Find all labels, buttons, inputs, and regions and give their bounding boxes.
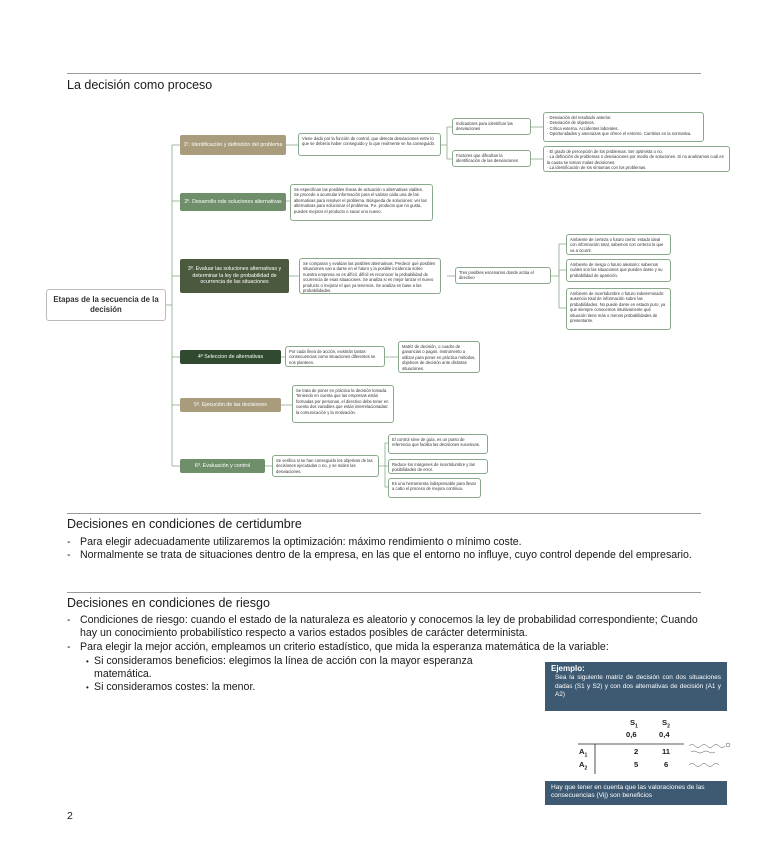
stage-6-reduce: Reduce los márgenes de incertidumbre y las posibilidades de error. bbox=[388, 459, 488, 474]
certainty-item-1-text: Para elegir adecuadamente utilizaremos la optimización: máximo rendimiento o mínimo coste. bbox=[80, 536, 522, 548]
stage-5-label: 5º. Ejecución de las decisiones bbox=[180, 398, 281, 412]
cell-a2-s2: 6 bbox=[664, 760, 669, 769]
risk-item-2 bbox=[67, 641, 707, 654]
stage-2-label: 2º. Desarrollo nde soluciones alternativas bbox=[180, 193, 286, 211]
row-a2-sub: 2 bbox=[584, 765, 588, 772]
col-s1-sub: 1 bbox=[635, 723, 638, 730]
certainty-item-1 bbox=[67, 536, 707, 549]
col-s2-sub: 2 bbox=[667, 723, 670, 730]
risk-item-2-text: Para elegir la mejor acción, empleamos un criterio estadístico, que mida la esperanza matemática de la variable: bbox=[80, 641, 609, 653]
col-s2-header bbox=[662, 718, 670, 730]
risk-item-1-text: Condiciones de riesgo: cuando el estado de la naturaleza es aleatorio y conocemos la ley de probabilidad correspondiente; Cuando hay un conocimiento probabilístico respecto a varios estados posibles de carácter determinista. bbox=[80, 614, 698, 640]
stage-3-scenarios-label: Tres posibles escenarios donde actúa el directivo bbox=[455, 267, 551, 284]
bullet-marker: • bbox=[86, 683, 89, 692]
stage-6-guide: El control sirve de guía, es un punto de referencia que facilita las decisiones sucesivas. bbox=[388, 434, 488, 454]
example-heading: Ejemplo: bbox=[551, 664, 585, 673]
stage-1-indicators-list: · Desviación del resultado anterior. · Desviación de objetivos. · Crítica externa. Accidentes laborales. · Oportunidades y amenazas que ofrece el entorno. Cambios en la normativa. bbox=[543, 112, 704, 142]
col-s1-header bbox=[630, 718, 638, 730]
stage-4-label: 4º Seleccion de alternativas bbox=[180, 350, 281, 364]
col-s1-letter: S bbox=[630, 718, 636, 727]
dash-marker: - bbox=[67, 614, 71, 626]
scenario-certainty: Ambiente de certeza o futuro cierto: estado ideal con información total, sabemos con certeza lo que va a ocurrir. bbox=[566, 234, 671, 255]
stage-2-description: Se especifican las posibles líneas de actuación o alternativas viables. Se procede a acumular información para el valorar cada una de las alternativas para resolver el problema. Búsqueda de soluciones: ver las alternativas para solucionar el problema. P.e. producto que no gusta, puedes mejorar el producto o sacar uno nuevo. bbox=[290, 184, 433, 221]
stage-4-matrix: Matriz de decisión, o cuadro de ganancias o pagos. Instrumento a utilizar para poner en práctica métodos, objetivos de decisión ante distintas situaciones. bbox=[398, 341, 480, 373]
stage-1-factors-list: · El grado de percepción de los problemas. Ser optimista o no. · La definición de problemas o desviaciones por medio de soluciones. Si no analizamos cuál es la causa se toman malas decisiones. · La identificación de los síntomas con los problemas. bbox=[543, 146, 730, 172]
mindmap-root: Etapas de la secuencia de la decisión bbox=[46, 289, 166, 321]
stage-6-description: Se verifica si se han conseguido los objetivos de las decisiones ejecutadas o no, y se miden las desviaciones. bbox=[272, 455, 379, 477]
scenario-risk: Ambiente de riesgo o futuro aleatorio: sabemos cuáles son las situaciones que pueden darse y su probabilidad de aparición. bbox=[566, 259, 671, 282]
row-a2-letter: A bbox=[579, 760, 585, 769]
stage-3-description: Se comparan y evalúan las posibles alternativas. Predecir qué posibles situaciones van a darse en el futuro y la posible incidencia sobre nuestra empresa no es difícil, difícil es reconocer la probabilidad de ocurrencia de esas situaciones. Se analiza si es mejor lanzar el nuevo producto o mejorar el que ya tenemos. Se analiza en base a las probabilidades. bbox=[299, 258, 441, 294]
col-s2-letter: S bbox=[662, 718, 668, 727]
stage-4-description: Por cada línea de acción, existirán tantas consecuencias como situaciones diferentes se nos planteen. bbox=[285, 346, 385, 367]
risk-subitem-1 bbox=[86, 655, 506, 682]
dash-marker: - bbox=[67, 536, 71, 548]
stage-1-indicators-label: Indicadores para identificar las desviaciones bbox=[452, 118, 531, 135]
row-a2-header bbox=[579, 760, 587, 772]
stage-6-tool: Es una herramienta indispensable para llevar a cabo el proceso de mejora continua. bbox=[388, 478, 481, 498]
row-a1-sub: 1 bbox=[584, 752, 588, 759]
cell-a1-s1: 2 bbox=[634, 747, 639, 756]
row-a1-letter: A bbox=[579, 747, 585, 756]
row-a1-header bbox=[579, 747, 587, 759]
risk-title: Decisiones en condiciones de riesgo bbox=[67, 596, 270, 610]
stage-5-description: Se trata de poner en práctica la decisión tomada. Teniendo en cuenta que las empresas están formadas por personas, el directivo debe tener en cuenta dos variables que están interrelacionadas: la comunicación y la motivación. bbox=[292, 385, 394, 423]
decision-matrix bbox=[578, 716, 684, 776]
prob-s1: 0,6 bbox=[626, 730, 637, 739]
bullet-marker: • bbox=[86, 657, 89, 666]
risk-subitem-1-text: Si consideramos beneficios: elegimos la línea de acción con la mayor esperanza matemática. bbox=[94, 655, 473, 681]
stage-3-label: 3º. Evaluar las soluciones alternativas y determinar la ley de probabilidad de ocurrencia de las situaciones bbox=[180, 259, 289, 293]
scenario-uncertainty: Ambiente de incertidumbre o futuro indeterminado: ausencia total de información sobre las probabilidades. No puede darse en estado puro, ya que siempre conocemos intuitivamente qué situación tiene más o menos probabilidades de presentarse. bbox=[566, 288, 671, 330]
stage-1-label: 1º. Identificación y definición del problema bbox=[180, 135, 286, 155]
certainty-item-2-text: Normalmente se trata de situaciones dentro de la empresa, en las que el entorno no influye, cuyo control depende del empresario. bbox=[80, 549, 692, 561]
example-body: Sea la siguiente matriz de decisión con dos situaciones dadas (S1 y S2) y con dos alternativas de decisión (A1 y A2) bbox=[555, 674, 721, 698]
risk-item-1 bbox=[67, 614, 707, 641]
risk-subitem-2-text: Si consideramos costes: la menor. bbox=[94, 681, 256, 693]
page-title: La decisión como proceso bbox=[67, 78, 213, 92]
certainty-title: Decisiones en condiciones de certidumbre bbox=[67, 517, 302, 531]
example-header bbox=[545, 662, 727, 711]
stage-6-label: 6º. Evaluación y control bbox=[180, 459, 265, 473]
risk-rule bbox=[67, 592, 701, 593]
stage-1-description: Viene dado por la función de control, que detecta desviaciones entre lo que se debería haber conseguido y lo que realmente se ha conseguido. bbox=[298, 133, 441, 156]
handwritten-annotation bbox=[688, 740, 736, 770]
certainty-rule bbox=[67, 513, 701, 514]
dash-marker: - bbox=[67, 549, 71, 561]
example-footer: Hay que tener en cuenta que las valoraciones de las consecuencias (Vij) son beneficios bbox=[545, 781, 727, 805]
risk-subitem-2 bbox=[86, 681, 506, 694]
certainty-item-2 bbox=[67, 549, 707, 562]
cell-a2-s1: 5 bbox=[634, 760, 639, 769]
prob-s2: 0,4 bbox=[659, 730, 670, 739]
cell-a1-s2: 11 bbox=[662, 747, 671, 756]
stage-1-factors-label: Factores que dificultan la identificación de las desviaciones bbox=[452, 150, 531, 167]
dash-marker: - bbox=[67, 641, 71, 653]
page-number: 2 bbox=[67, 810, 73, 822]
